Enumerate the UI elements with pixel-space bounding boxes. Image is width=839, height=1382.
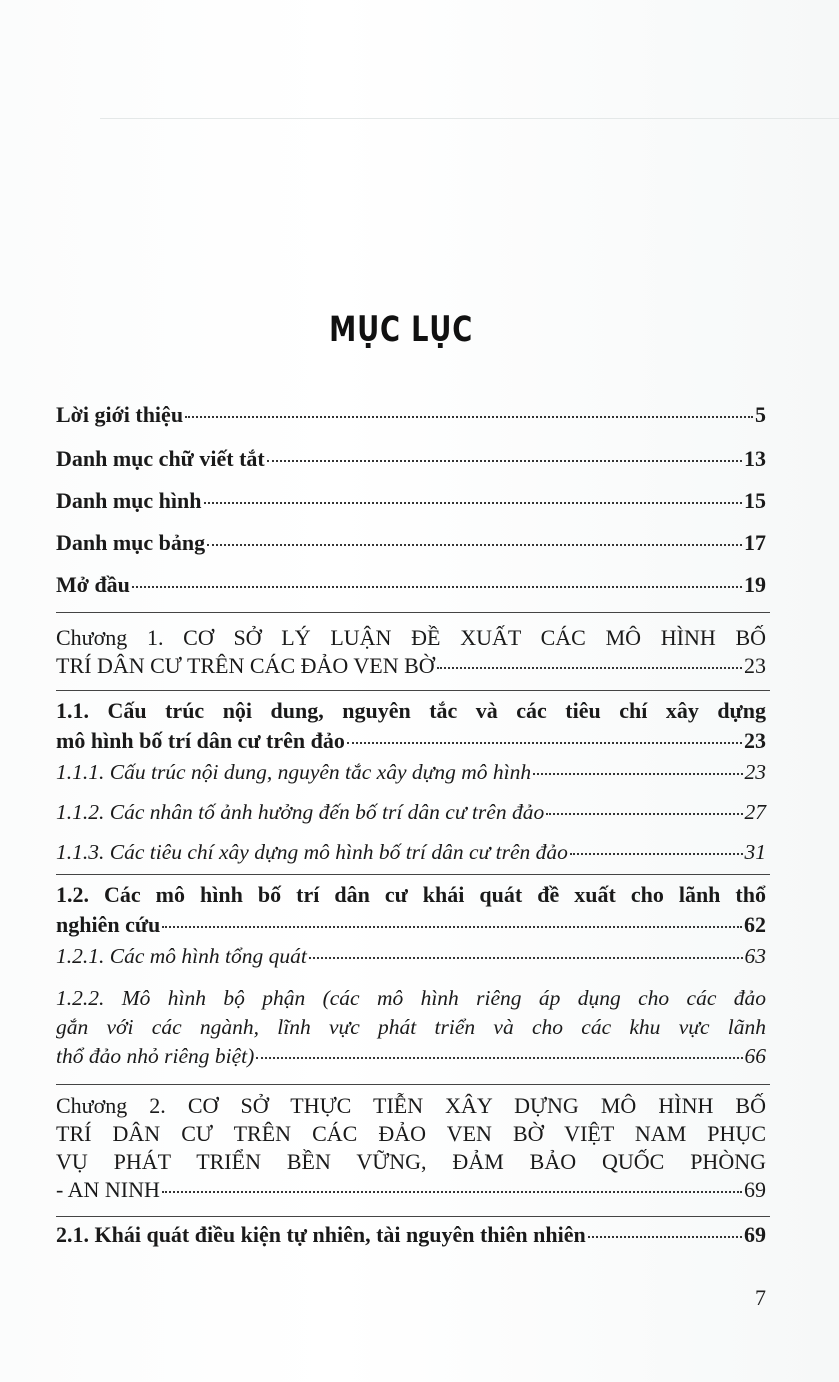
- toc-entry-chapter-1[interactable]: [56, 624, 766, 680]
- dot-leader: [256, 1057, 742, 1059]
- toc-entry-section-1-1-1[interactable]: [56, 760, 766, 785]
- dot-leader: [546, 813, 742, 815]
- toc-entry-section-1-2[interactable]: [56, 880, 766, 940]
- dot-leader: [207, 544, 742, 546]
- dot-leader: [437, 667, 742, 669]
- toc-entry-danh-muc-bang[interactable]: [56, 530, 766, 556]
- toc-entry-title-line: VỤ PHÁT TRIỂN BỀN VỮNG, ĐẢM BẢO QUỐC PHÒNG: [56, 1149, 766, 1174]
- section-divider: [56, 690, 770, 691]
- section-divider: [56, 1216, 770, 1217]
- header-rule: [100, 118, 839, 119]
- toc-entry-section-1-1-2[interactable]: [56, 800, 766, 825]
- toc-entry-title-line: TRÍ DÂN CƯ TRÊN CÁC ĐẢO VEN BỜ: [56, 653, 435, 678]
- dot-leader: [204, 502, 742, 504]
- dot-leader: [185, 416, 753, 418]
- toc-entry-section-1-2-2[interactable]: [56, 984, 766, 1071]
- toc-page-number: 17: [744, 530, 766, 555]
- toc-page-number: 63: [744, 944, 766, 968]
- page-number: 7: [755, 1285, 766, 1310]
- toc-page-number: 66: [744, 1044, 766, 1068]
- toc-page-number: 5: [755, 402, 766, 427]
- toc-entry-title-line: gắn với các ngành, lĩnh vực phát triển và cho các khu vực lãnh: [56, 1015, 766, 1039]
- toc-entry-title: 1.1.3. Các tiêu chí xây dựng mô hình bố trí dân cư trên đảo: [56, 840, 568, 864]
- toc-entry-title-line: 1.2. Các mô hình bố trí dân cư khái quát đề xuất cho lãnh thổ: [56, 882, 766, 907]
- toc-page-number: 69: [744, 1222, 766, 1247]
- toc-entry-mo-dau[interactable]: [56, 572, 766, 598]
- toc-entry-title-line: 1.1. Cấu trúc nội dung, nguyên tắc và các tiêu chí xây dựng: [56, 698, 766, 723]
- toc-page-number: 31: [744, 840, 766, 864]
- toc-entry-section-1-1-3[interactable]: [56, 840, 766, 865]
- toc-entry-title: Danh mục chữ viết tắt: [56, 446, 265, 471]
- toc-entry-section-2-1[interactable]: [56, 1222, 766, 1248]
- toc-page-number: 62: [744, 912, 766, 937]
- toc-entry-title-line: 1.2.2. Mô hình bộ phận (các mô hình riêng áp dụng cho các đảo: [56, 986, 766, 1010]
- toc-entry-section-1-1[interactable]: [56, 696, 766, 756]
- toc-page-number: 23: [744, 653, 766, 678]
- toc-page-number: 13: [744, 446, 766, 471]
- toc-page-number: 69: [744, 1177, 766, 1202]
- dot-leader: [162, 926, 742, 928]
- toc-entry-title: 1.2.1. Các mô hình tổng quát: [56, 944, 307, 968]
- toc-entry-title: 2.1. Khái quát điều kiện tự nhiên, tài nguyên thiên nhiên: [56, 1222, 586, 1247]
- section-divider: [56, 612, 770, 613]
- toc-entry-danh-muc-chu-viet-tat[interactable]: [56, 446, 766, 472]
- dot-leader: [309, 957, 743, 959]
- toc-entry-title: Mở đầu: [56, 572, 130, 597]
- toc-entry-danh-muc-hinh[interactable]: [56, 488, 766, 514]
- dot-leader: [347, 742, 742, 744]
- dot-leader: [132, 586, 742, 588]
- toc-page-number: 23: [744, 728, 766, 753]
- toc-entry-chapter-2[interactable]: [56, 1092, 766, 1204]
- toc-entry-title-line: nghiên cứu: [56, 912, 161, 937]
- toc-entry-title: 1.1.1. Cấu trúc nội dung, nguyên tắc xây dựng mô hình: [56, 760, 532, 784]
- toc-page-number: 19: [744, 572, 766, 597]
- section-divider: [56, 1084, 770, 1085]
- toc-entry-loi-gioi-thieu[interactable]: [56, 402, 766, 428]
- toc-entry-title: Danh mục bảng: [56, 530, 206, 555]
- dot-leader: [162, 1191, 742, 1193]
- toc-entry-title: Danh mục hình: [56, 488, 202, 513]
- toc-entry-section-1-2-1[interactable]: [56, 944, 766, 969]
- page-title: MỤC LỤC: [329, 310, 474, 350]
- toc-entry-title-line: - AN NINH: [56, 1177, 160, 1202]
- toc-entry-title-line: thổ đảo nhỏ riêng biệt): [56, 1044, 255, 1068]
- toc-entry-title-line: Chương 2. CƠ SỞ THỰC TIỄN XÂY DỰNG MÔ HÌNH BỐ: [56, 1093, 766, 1118]
- toc-page-number: 27: [744, 800, 766, 824]
- toc-entry-title-line: Chương 1. CƠ SỞ LÝ LUẬN ĐỀ XUẤT CÁC MÔ HÌNH BỐ: [56, 625, 766, 650]
- toc-page-number: 23: [744, 760, 766, 784]
- toc-entry-title: Lời giới thiệu: [56, 402, 184, 427]
- dot-leader: [533, 773, 742, 775]
- dot-leader: [588, 1236, 742, 1238]
- toc-entry-title: 1.1.2. Các nhân tố ảnh hưởng đến bố trí dân cư trên đảo: [56, 800, 545, 824]
- dot-leader: [570, 853, 743, 855]
- section-divider: [56, 874, 770, 875]
- toc-page-number: 15: [744, 488, 766, 513]
- toc-entry-title-line: mô hình bố trí dân cư trên đảo: [56, 728, 345, 753]
- dot-leader: [267, 460, 742, 462]
- toc-entry-title-line: TRÍ DÂN CƯ TRÊN CÁC ĐẢO VEN BỜ VIỆT NAM PHỤC: [56, 1121, 766, 1146]
